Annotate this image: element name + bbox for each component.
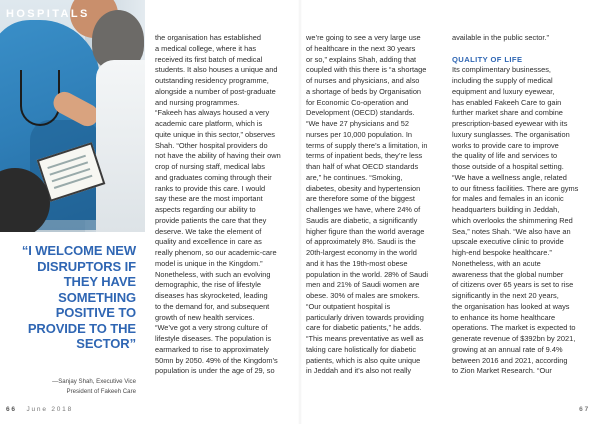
article-column-3 (452, 33, 592, 377)
hero-photo (0, 0, 145, 232)
column-1-text: the organisation has established a medical college, where it has received its first batch of medical students. It also houses a unique and outstanding residency programme, alongside a number of post-graduate and nursing programmes. “Fakeeh has always housed a very academic care platform, which is quite unique in this sector,” observes Shah. “Other hospital providers do not have the ability of having their own crop of nursing staff, medical labs and graduates coming through their ranks to provide this care. I would say these are the most important aspects regarding our ability to provide patients the care that they deserve. We take the element of quality and excellence in care as really phenom, so our academic-care model is unique in the Kingdom.” Nonetheless, with such an evolving demographic, the rise of lifestyle diseases has skyrocketed, leading to the demand for, and subsequent growth of new health services. “We’ve got a very strong culture of lifestyle diseases. The population is earmarked to rise to approximately 50mn by 2050. 49% of the Kingdom’s population is under the age of 29, so (155, 33, 281, 376)
article-column-1 (155, 33, 296, 377)
photo-doctor-coat (96, 60, 145, 232)
subheading-quality-of-life: QUALITY OF LIFE (452, 54, 523, 64)
pull-quote-attribution: —Sanjay Shah, Executive Vice President of Fakeeh Care (52, 378, 136, 395)
page-number-left: 66 (6, 406, 17, 413)
column-2-text: we’re going to see a very large use of healthcare in the next 30 years or so,” explains Shah, adding that coupled with this there is “a shortage of nurses and physicians, and also a shortage of beds by Organisation for Economic Co-operation and Development (OECD) standards. “We have 27 physicians and 52 nurses per 10,000 population. In terms of supply there’s a limitation, in terms of inpatient beds, they’re less than half of what OECD standards are,” he continues. “Smoking, diabetes, obesity and hypertension are therefore some of the biggest challenges we have, where 24% of Saudis are diabetic, a significantly higher figure than the world average of approximately 8%. Saudi is the 20th-largest economy in the world and it has the 19th-most obese population in the world. 28% of Saudi men and 21% of Saudi women are obese. 30% of males are smokers. “Our outpatient hospital is particularly driven towards providing care for diabetic patients,” he adds. “This means preventative as well as taking care holistically for diabetic patients, which is also quite unique in Jeddah and it’s also not really (306, 33, 429, 376)
footer-left (6, 406, 73, 413)
issue-date: June 2018 (26, 406, 74, 413)
article-column-2 (306, 33, 447, 377)
page-gutter (298, 0, 302, 424)
column-3-top-text: available in the public sector.” (452, 33, 549, 42)
page-number-right: 67 (579, 406, 590, 413)
section-label: HOSPITALS (6, 8, 90, 20)
pull-quote: “I WELCOME NEW DISRUPTORS IF THEY HAVE SOMETHING POSITIVE TO PROVIDE TO THE SECTOR” (21, 243, 136, 351)
column-3-body-text: Its complimentary businesses, including the supply of medical equipment and luxury eyewear, has enabled Fakeeh Care to gain further market share and combine prescription-based eyewear with its luxury sunglasses. The organisation works to provide care to improve the quality of life and services to those outside of a hospital setting. “We have a wellness angle, related to our fitness facilities. There are gyms for males and females in an iconic headquarters building in Jeddah, which overlooks the shimmering Red Sea,” notes Shah. “We also have an upscale executive clinic to provide high-end bespoke healthcare.” Nonetheless, with an acute awareness that the global number of citizens over 65 years is set to rise significantly in the next 20 years, the organisation has looked at ways to enhance its home healthcare operations. The market is expected to generate revenue of $392bn by 2021, growing at an annual rate of 9.4% between 2016 and 2021, according to Zion Market Research. “Our (452, 65, 579, 376)
